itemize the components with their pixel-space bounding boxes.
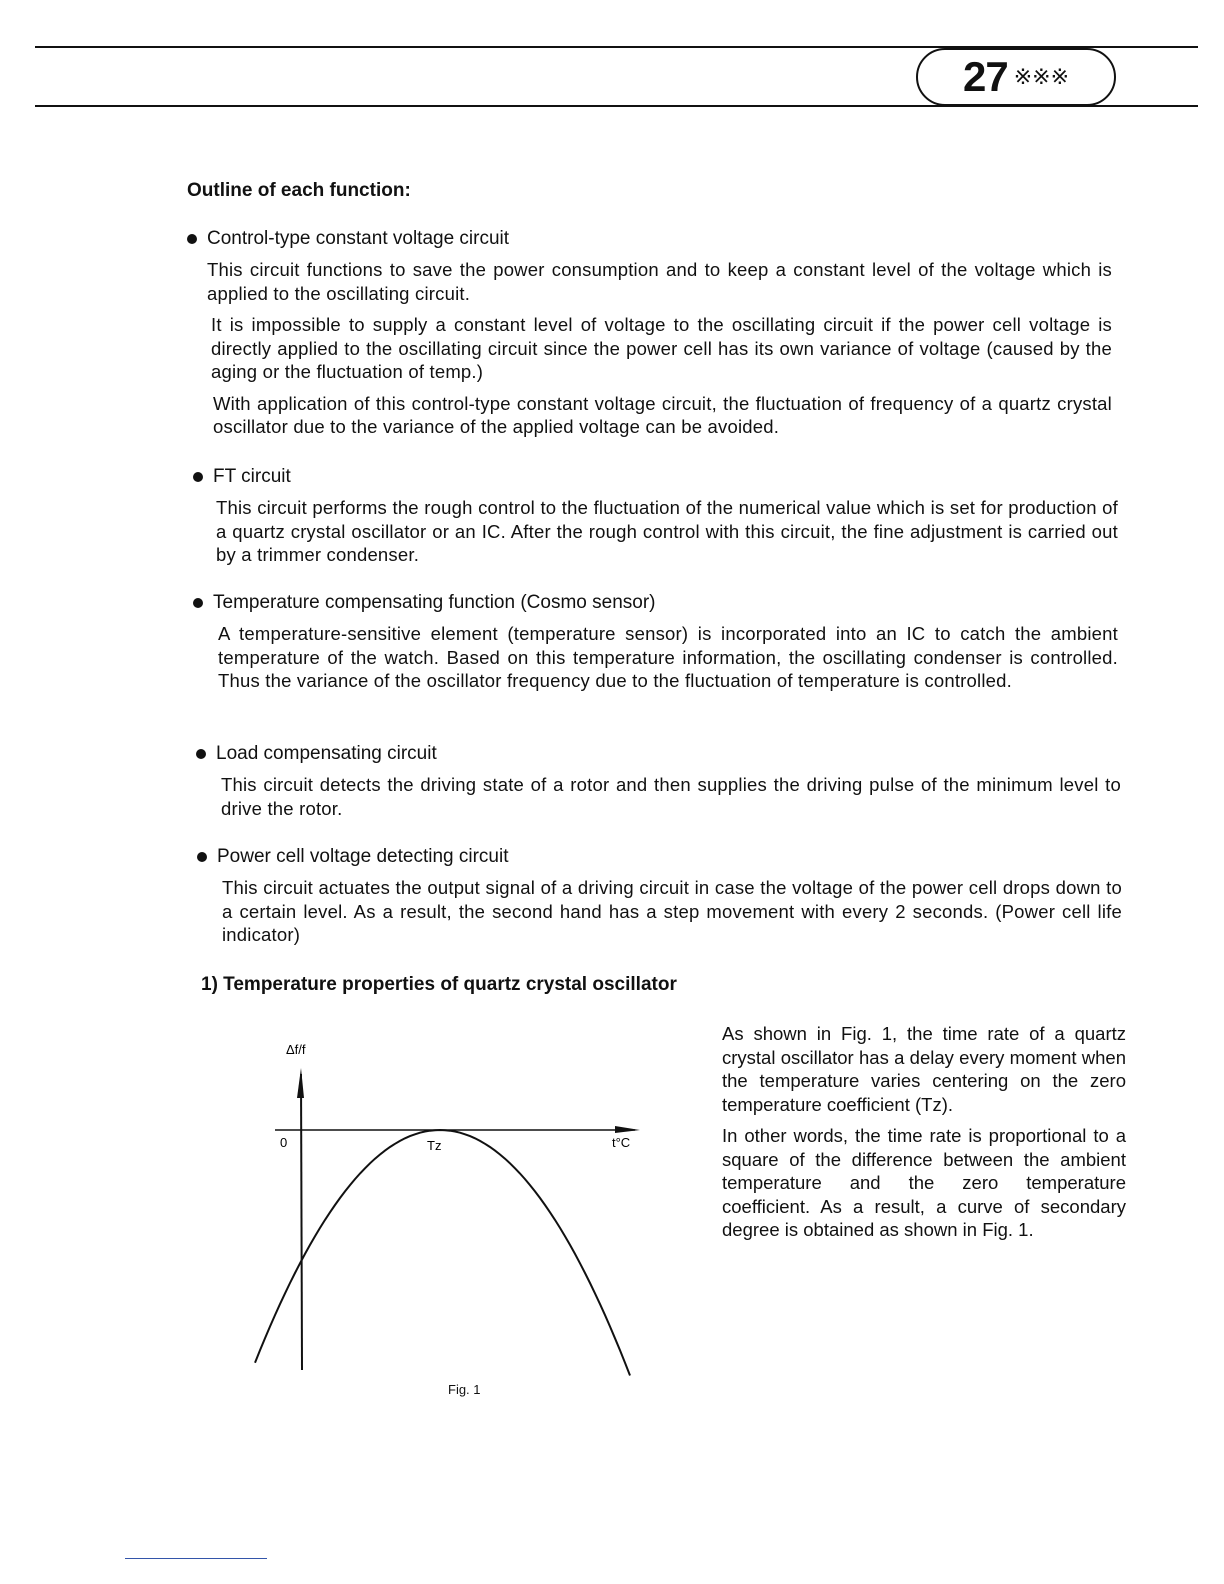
y-axis-arrow	[297, 1068, 304, 1098]
item-title: FT circuit	[193, 466, 1118, 488]
figure-1-chart	[230, 1030, 660, 1380]
section-heading: 1) Temperature properties of quartz crystal oscillator	[201, 974, 677, 995]
item-paragraph: This circuit functions to save the power consumption and to keep a constant level of the voltage which is applied to the oscillating circuit.	[207, 259, 1112, 304]
list-item	[197, 846, 1122, 947]
origin-label: 0	[280, 1135, 288, 1150]
x-axis-arrow	[615, 1126, 640, 1133]
y-axis-label: Δf/f	[286, 1042, 306, 1057]
item-title: Power cell voltage detecting circuit	[197, 846, 1122, 868]
parabola-curve	[255, 1130, 630, 1376]
figure-caption: Fig. 1	[448, 1382, 481, 1397]
page-suffix: ※※※	[1013, 64, 1070, 89]
x-axis-label: t°C	[612, 1135, 631, 1150]
list-item	[196, 743, 1121, 820]
item-paragraph: This circuit actuates the output signal of a driving circuit in case the voltage of the power cell drops down to a certain level. As a result, the second hand has a step movement with every 2 seconds. (Power cell life indicator)	[222, 877, 1122, 945]
item-paragraph: A temperature-sensitive element (temperature sensor) is incorporated into an IC to catch the ambient temperature of the watch. Based on this temperature information, the oscillating condenser is controlled. Thus the variance of the oscillator frequency due to the fluctuation of temperature is controlled.	[218, 623, 1118, 691]
figure-paragraph: As shown in Fig. 1, the time rate of a quartz crystal oscillator has a delay every moment when the temperature varies centering on the zero temperature coefficient (Tz).	[722, 1023, 1126, 1115]
item-title: Load compensating circuit	[196, 743, 1121, 765]
outline-heading: Outline of each function:	[187, 180, 411, 201]
item-paragraph: With application of this control-type constant voltage circuit, the fluctuation of frequency of a quartz crystal oscillator due to the variance of the applied voltage can be avoided.	[213, 392, 1112, 437]
apex-label: Tz	[427, 1138, 442, 1153]
item-paragraph: This circuit performs the rough control to the fluctuation of the numerical value which is set for production of a quartz crystal oscillator or an IC. After the rough control with this circuit, the fine adjustment is carried out by a trimmer condenser.	[216, 497, 1118, 565]
list-item	[193, 592, 1118, 693]
figure-description	[722, 1022, 1126, 1250]
y-axis	[301, 1074, 302, 1370]
item-paragraph: It is impossible to supply a constant level of voltage to the oscillating circuit if the power cell voltage is directly applied to the oscillating circuit since the power cell has its own variance of voltage (caused by the aging or the fluctuation of temp.)	[211, 314, 1112, 382]
list-item	[187, 228, 1112, 439]
item-paragraph: This circuit detects the driving state of a rotor and then supplies the driving pulse of the minimum level to drive the rotor.	[221, 774, 1121, 819]
list-item	[193, 466, 1118, 567]
page-number: 27	[962, 53, 1008, 100]
item-title: Temperature compensating function (Cosmo sensor)	[193, 592, 1118, 614]
item-title: Control-type constant voltage circuit	[187, 228, 1112, 250]
footer-rule	[125, 1558, 267, 1559]
page-number-badge	[916, 48, 1116, 106]
figure-paragraph: In other words, the time rate is proportional to a square of the difference between the ambient temperature and the zero temperature coefficient. As a result, a curve of secondary degree is obtained as shown in Fig. 1.	[722, 1125, 1126, 1240]
